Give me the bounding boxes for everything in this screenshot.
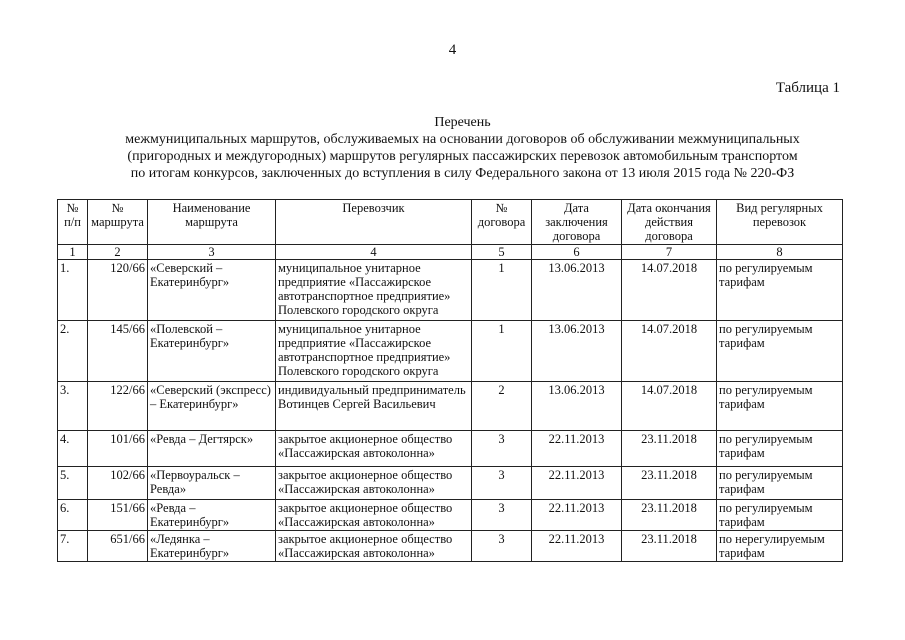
cell-carrier: муниципальное унитарное предприятие «Пассажирское автотранспортное предприятие» Полевского городского округа	[276, 260, 472, 321]
cell-contract-date: 22.11.2013	[532, 500, 622, 531]
cell-route-number: 101/66	[88, 431, 148, 467]
cell-transport-kind: по регулируемым тарифам	[717, 382, 843, 431]
cell-contract-end: 14.07.2018	[622, 382, 717, 431]
column-number: 8	[717, 245, 843, 260]
cell-route-number: 122/66	[88, 382, 148, 431]
cell-contract-date: 22.11.2013	[532, 431, 622, 467]
cell-contract-date: 22.11.2013	[532, 531, 622, 562]
cell-route-name: «Северский (экспресс) – Екатеринбург»	[148, 382, 276, 431]
cell-index: 6.	[58, 500, 88, 531]
title-line-3: (пригородных и междугородных) маршрутов регулярных пассажирских перевозок автомобильным транспортом	[127, 149, 798, 164]
header-transport-kind: Вид регулярных перевозок	[717, 200, 843, 245]
cell-contract-number: 3	[472, 431, 532, 467]
table-row	[58, 500, 843, 531]
cell-contract-end: 23.11.2018	[622, 467, 717, 500]
document-title	[40, 114, 885, 182]
cell-index: 3.	[58, 382, 88, 431]
column-number: 1	[58, 245, 88, 260]
cell-contract-number: 1	[472, 321, 532, 382]
column-number: 3	[148, 245, 276, 260]
cell-transport-kind: по регулируемым тарифам	[717, 500, 843, 531]
column-number: 7	[622, 245, 717, 260]
cell-transport-kind: по регулируемым тарифам	[717, 260, 843, 321]
cell-route-name: «Ревда – Екатеринбург»	[148, 500, 276, 531]
cell-index: 4.	[58, 431, 88, 467]
column-number: 4	[276, 245, 472, 260]
cell-contract-end: 14.07.2018	[622, 321, 717, 382]
cell-transport-kind: по регулируемым тарифам	[717, 431, 843, 467]
table-label: Таблица 1	[775, 80, 840, 96]
cell-route-name: «Полевской – Екатеринбург»	[148, 321, 276, 382]
cell-route-number: 120/66	[88, 260, 148, 321]
column-number: 2	[88, 245, 148, 260]
cell-route-number: 102/66	[88, 467, 148, 500]
header-contract-number: № договора	[472, 200, 532, 245]
cell-index: 2.	[58, 321, 88, 382]
page-number: 4	[448, 42, 457, 58]
cell-contract-date: 22.11.2013	[532, 467, 622, 500]
cell-contract-date: 13.06.2013	[532, 382, 622, 431]
header-carrier: Перевозчик	[276, 200, 472, 245]
header-contract-date: Дата заключения договора	[532, 200, 622, 245]
header-contract-end: Дата окончания действия договора	[622, 200, 717, 245]
table-row	[58, 321, 843, 382]
cell-contract-number: 2	[472, 382, 532, 431]
cell-carrier: закрытое акционерное общество «Пассажирская автоколонна»	[276, 431, 472, 467]
table-row	[58, 260, 843, 321]
header-route-number: № маршрута	[88, 200, 148, 245]
header-route-name: Наименование маршрута	[148, 200, 276, 245]
cell-index: 1.	[58, 260, 88, 321]
cell-route-number: 151/66	[88, 500, 148, 531]
title-line-1: Перечень	[434, 115, 491, 130]
cell-contract-date: 13.06.2013	[532, 260, 622, 321]
cell-route-name: «Первоуральск – Ревда»	[148, 467, 276, 500]
cell-transport-kind: по нерегулируемым тарифам	[717, 531, 843, 562]
cell-contract-number: 1	[472, 260, 532, 321]
cell-route-name: «Северский – Екатеринбург»	[148, 260, 276, 321]
cell-contract-date: 13.06.2013	[532, 321, 622, 382]
cell-contract-number: 3	[472, 500, 532, 531]
routes-table	[57, 199, 843, 562]
column-number-row	[58, 245, 843, 260]
cell-carrier: закрытое акционерное общество «Пассажирская автоколонна»	[276, 467, 472, 500]
cell-contract-number: 3	[472, 531, 532, 562]
cell-contract-end: 23.11.2018	[622, 431, 717, 467]
cell-route-number: 651/66	[88, 531, 148, 562]
column-number: 5	[472, 245, 532, 260]
cell-index: 5.	[58, 467, 88, 500]
table-row	[58, 431, 843, 467]
cell-route-name: «Ревда – Дегтярск»	[148, 431, 276, 467]
cell-contract-end: 23.11.2018	[622, 531, 717, 562]
table-row	[58, 467, 843, 500]
cell-transport-kind: по регулируемым тарифам	[717, 467, 843, 500]
cell-carrier: закрытое акционерное общество «Пассажирская автоколонна»	[276, 500, 472, 531]
table-row	[58, 531, 843, 562]
cell-carrier: муниципальное унитарное предприятие «Пассажирское автотранспортное предприятие» Полевского городского округа	[276, 321, 472, 382]
cell-contract-end: 23.11.2018	[622, 500, 717, 531]
cell-contract-number: 3	[472, 467, 532, 500]
header-index: № п/п	[58, 200, 88, 245]
title-line-2: межмуниципальных маршрутов, обслуживаемых на основании договоров об обслуживании межмуниципальных	[125, 132, 800, 147]
cell-carrier: индивидуальный предприниматель Вотинцев Сергей Васильевич	[276, 382, 472, 431]
table-row	[58, 382, 843, 431]
cell-route-number: 145/66	[88, 321, 148, 382]
cell-transport-kind: по регулируемым тарифам	[717, 321, 843, 382]
column-number: 6	[532, 245, 622, 260]
cell-route-name: «Ледянка – Екатеринбург»	[148, 531, 276, 562]
cell-carrier: закрытое акционерное общество «Пассажирская автоколонна»	[276, 531, 472, 562]
title-line-4: по итогам конкурсов, заключенных до вступления в силу Федерального закона от 13 июля 2015 года № 220-ФЗ	[130, 166, 795, 181]
header-row	[58, 200, 843, 245]
cell-index: 7.	[58, 531, 88, 562]
cell-contract-end: 14.07.2018	[622, 260, 717, 321]
